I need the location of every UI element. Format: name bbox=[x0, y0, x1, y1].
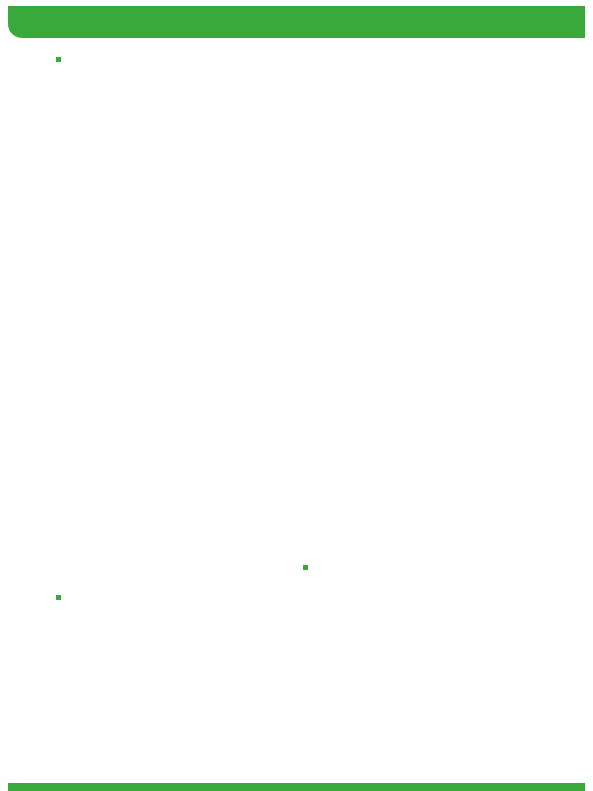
hair-strand-diagram bbox=[310, 304, 515, 534]
bottom-banner bbox=[8, 783, 585, 791]
head-section-title bbox=[56, 52, 67, 66]
pants-section-title bbox=[303, 560, 314, 574]
hair-section-title bbox=[56, 590, 67, 604]
top-banner-green bbox=[8, 6, 585, 38]
top-banner bbox=[0, 0, 593, 38]
